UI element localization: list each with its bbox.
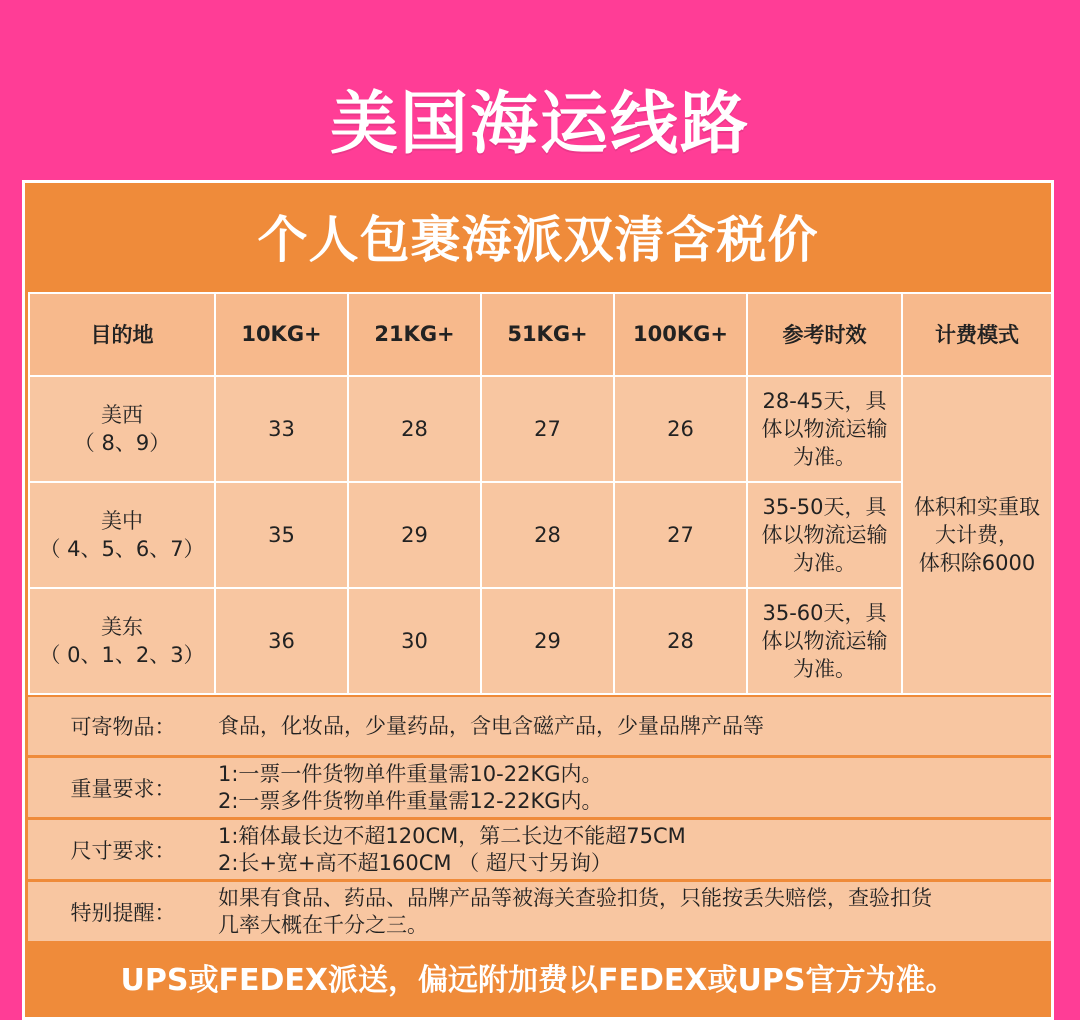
- price-cell: 29: [481, 588, 614, 694]
- info-text: [218, 823, 1051, 877]
- header-10kg: 10KG+: [215, 293, 348, 376]
- info-row-allowed-items: [28, 697, 1051, 755]
- header-51kg: 51KG+: [481, 293, 614, 376]
- transit-time-line: 35-60天，具: [762, 600, 887, 625]
- info-text: [218, 885, 1051, 939]
- header-100kg: 100KG+: [614, 293, 747, 376]
- transit-time-line: 为准。: [793, 656, 856, 681]
- price-cell: 36: [215, 588, 348, 694]
- info-line: 几率大概在千分之三。: [218, 912, 428, 937]
- card-subtitle: 个人包裹海派双清含税价: [257, 211, 819, 269]
- info-line: 1:箱体最长边不超120CM，第二长边不能超75CM: [218, 823, 686, 848]
- table-row: [29, 376, 1052, 482]
- billing-line: 体积除6000: [918, 550, 1036, 575]
- destination-name: 美东: [101, 614, 143, 639]
- destination-cell: [29, 376, 215, 482]
- header-billing-mode: 计费模式: [902, 293, 1052, 376]
- destination-name: 美西: [101, 402, 143, 427]
- transit-time-line: 体以物流运输: [761, 628, 888, 653]
- transit-time-line: 体以物流运输: [761, 416, 888, 441]
- info-line: 2:长+宽+高不超160CM （ 超尺寸另询）: [218, 850, 612, 875]
- destination-name: 美中: [101, 508, 143, 533]
- transit-time-line: 28-45天，具: [762, 388, 887, 413]
- header-21kg: 21KG+: [348, 293, 481, 376]
- rate-card: [22, 180, 1054, 1020]
- transit-time-line: 体以物流运输: [761, 522, 888, 547]
- destination-zones: （ 8、9）: [73, 430, 171, 455]
- transit-time-line: 35-50天，具: [762, 494, 887, 519]
- price-cell: 33: [215, 376, 348, 482]
- info-label: 特别提醒：: [70, 900, 176, 925]
- info-row-special-note: [28, 882, 1051, 941]
- price-cell: 28: [614, 588, 747, 694]
- info-line: 如果有食品、药品、品牌产品等被海关查验扣货，只能按丢失赔偿，查验扣货: [218, 885, 932, 910]
- transit-time-line: 为准。: [793, 444, 856, 469]
- price-cell: 27: [614, 482, 747, 588]
- price-cell: 35: [215, 482, 348, 588]
- price-cell: 26: [614, 376, 747, 482]
- destination-zones: （ 4、5、6、7）: [39, 536, 205, 561]
- rate-table: [28, 292, 1053, 695]
- destination-cell: [29, 482, 215, 588]
- info-line: 1:一票一件货物单件重量需10-22KG内。: [218, 761, 603, 786]
- transit-time-cell: [747, 376, 902, 482]
- info-label: 尺寸要求：: [70, 838, 176, 863]
- price-cell: 27: [481, 376, 614, 482]
- price-cell: 28: [348, 376, 481, 482]
- table-row: [29, 482, 1052, 588]
- table-row: [29, 588, 1052, 694]
- info-label: 重量要求：: [70, 776, 176, 801]
- header-transit-time: 参考时效: [747, 293, 902, 376]
- header-destination: 目的地: [29, 293, 215, 376]
- info-label: 可寄物品：: [70, 715, 176, 739]
- price-cell: 29: [348, 482, 481, 588]
- transit-time-line: 为准。: [793, 550, 856, 575]
- info-row-weight: [28, 758, 1051, 817]
- info-row-size: [28, 820, 1051, 879]
- billing-mode-cell: [902, 376, 1052, 694]
- billing-line: 大计费，: [935, 522, 1019, 547]
- billing-line: 体积和实重取: [914, 494, 1040, 519]
- info-line: 2:一票多件货物单件重量需12-22KG内。: [218, 788, 603, 813]
- price-cell: 30: [348, 588, 481, 694]
- info-text: [218, 713, 1051, 740]
- destination-cell: [29, 588, 215, 694]
- price-cell: 28: [481, 482, 614, 588]
- destination-zones: （ 0、1、2、3）: [39, 642, 205, 667]
- transit-time-cell: [747, 482, 902, 588]
- info-line: 食品，化妆品，少量药品，含电含磁产品，少量品牌产品等: [218, 713, 764, 738]
- delivery-note: UPS或FEDEX派送，偏远附加费以FEDEX或UPS官方为准。: [120, 963, 956, 998]
- rate-card-body: [25, 183, 1051, 1017]
- page-title: 美国海运线路: [329, 85, 750, 164]
- table-header-row: [29, 293, 1052, 376]
- info-text: [218, 761, 1051, 815]
- transit-time-cell: [747, 588, 902, 694]
